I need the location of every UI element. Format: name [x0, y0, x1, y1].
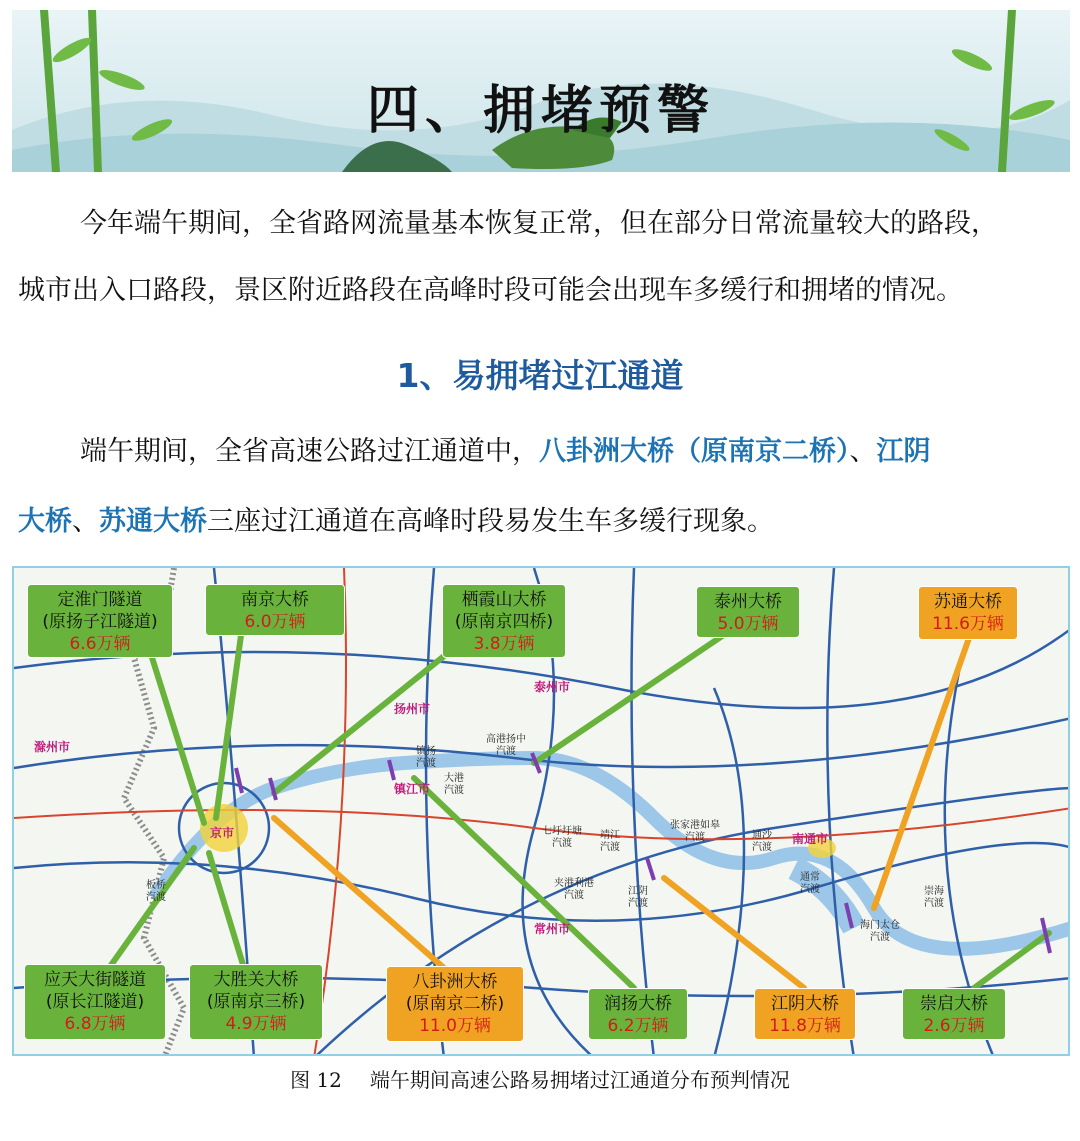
highlight-jiangyin: 江阴	[876, 436, 931, 467]
caption-text: 端午期间高速公路易拥堵过江通道分布预判情况	[369, 1068, 790, 1092]
ferry-station: 板桥 汽渡	[146, 880, 166, 903]
map-city-chuzhou: 滁州市	[34, 740, 71, 754]
map-city-yangzhou: 扬州市	[394, 702, 431, 716]
map-label-yingtian	[24, 964, 166, 1040]
ferry-station: 张家港如皋 汽渡	[670, 820, 720, 843]
ferry-station: 通常 汽渡	[800, 872, 820, 895]
section-text-pre: 端午期间，全省高速公路过江通道中，	[80, 436, 539, 467]
map-city-nantong: 南通市	[792, 832, 829, 846]
label-value: 3.8万辆	[473, 634, 535, 654]
map-label-dashengguan	[189, 964, 323, 1040]
ferry-station: 崇海 汽渡	[924, 886, 944, 909]
header-banner	[12, 10, 1070, 172]
river-crossing-map	[12, 566, 1070, 1056]
label-sub: (原扬子江隧道)	[42, 612, 158, 632]
map-label-qixiashan	[442, 584, 566, 658]
label-value: 6.6万辆	[69, 634, 131, 654]
label-sub: (原南京三桥)	[206, 992, 306, 1012]
label-value: 5.0万辆	[717, 614, 779, 634]
ferry-station: 靖江 汽渡	[600, 830, 620, 853]
banner-title: 四、拥堵预警	[366, 80, 715, 141]
label-name: 栖霞山大桥	[461, 590, 547, 610]
map-city-zhenjiang: 镇江市	[394, 782, 431, 796]
ferry-station: 通沙 汽渡	[752, 830, 772, 853]
map-label-runyang	[588, 988, 688, 1040]
label-value: 11.8万辆	[769, 1016, 841, 1036]
map-city-changzhou: 常州市	[534, 922, 571, 936]
map-label-chongqi	[902, 988, 1006, 1040]
label-name: 江阴大桥	[771, 994, 839, 1014]
map-city-taizhou: 泰州市	[534, 680, 571, 694]
map-label-sutong-bridge	[918, 586, 1018, 640]
ferry-station: 大港 汽渡	[444, 773, 464, 796]
label-name: 应天大街隧道	[44, 970, 146, 990]
caption-number: 图 12	[290, 1068, 342, 1092]
intro-line-2: 城市出入口路段，景区附近路段在高峰时段可能会出现车多缓行和拥堵的情况。	[18, 275, 963, 306]
section-title: 1、易拥堵过江通道	[396, 356, 684, 395]
label-value: 4.9万辆	[225, 1014, 287, 1034]
ferry-station: 高港扬中 汽渡	[486, 734, 526, 757]
label-sub: (原南京四桥)	[454, 612, 554, 632]
label-value: 11.6万辆	[932, 614, 1004, 634]
map-city-nanjing: 京市	[210, 826, 235, 840]
section-text-sep1: 、	[849, 436, 877, 467]
label-name: 南京大桥	[241, 590, 309, 610]
map-label-dinghuaimen	[27, 584, 173, 658]
map-label-jiangyin	[754, 988, 856, 1040]
section-text-line-1	[18, 434, 1068, 470]
label-name: 崇启大桥	[920, 994, 988, 1014]
section-text-line-2	[18, 504, 1068, 540]
map-label-taizhou-bridge	[696, 586, 800, 638]
ferry-station: 夹港利港 汽渡	[554, 878, 594, 901]
intro-line-1: 今年端午期间，全省路网流量基本恢复正常，但在部分日常流量较大的路段，	[80, 208, 998, 239]
label-name: 八卦洲大桥	[412, 972, 498, 992]
ferry-station: 海门太仓 汽渡	[860, 920, 900, 943]
section-text-post: 三座过江通道在高峰时段易发生车多缓行现象。	[207, 506, 774, 537]
label-value: 11.0万辆	[419, 1016, 491, 1036]
ferry-station: 江阴 汽渡	[628, 886, 648, 909]
label-name: 苏通大桥	[934, 592, 1002, 612]
highlight-bagua: 八卦洲大桥（原南京二桥）	[539, 436, 850, 467]
map-label-nanjing-bridge	[205, 584, 345, 636]
label-name: 润扬大桥	[604, 994, 672, 1014]
label-name: 泰州大桥	[714, 592, 782, 612]
highlight-sutong: 苏通大桥	[99, 506, 207, 537]
figure-caption	[0, 1064, 1080, 1093]
label-sub: (原长江隧道)	[45, 992, 145, 1012]
label-value: 6.2万辆	[607, 1016, 669, 1036]
label-value: 2.6万辆	[923, 1016, 985, 1036]
label-name: 定淮门隧道	[57, 590, 143, 610]
label-value: 6.8万辆	[64, 1014, 126, 1034]
ferry-station: 镇扬 汽渡	[416, 746, 436, 769]
label-name: 大胜关大桥	[213, 970, 299, 990]
ferry-station: 七圩圩塘 汽渡	[542, 826, 582, 849]
section-text-sep2: 、	[72, 506, 99, 537]
highlight-bridge: 大桥	[18, 506, 72, 537]
label-sub: (原南京二桥)	[405, 994, 505, 1014]
label-value: 6.0万辆	[244, 612, 306, 632]
map-label-baguazhou	[386, 966, 524, 1042]
